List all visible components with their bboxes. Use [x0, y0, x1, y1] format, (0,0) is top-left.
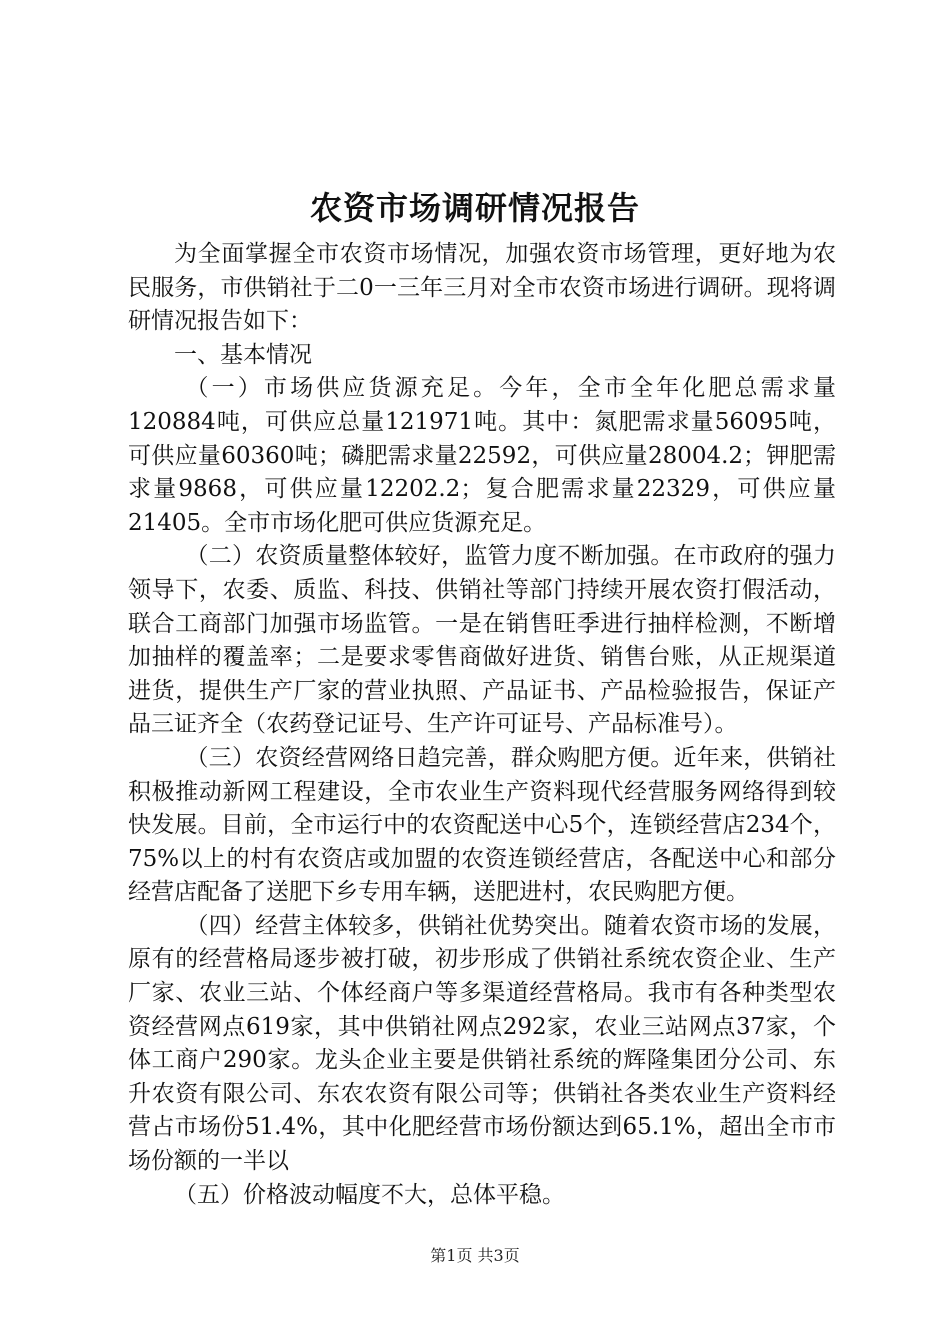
document-title: 农资市场调研情况报告 [309, 189, 640, 227]
paragraph-price: （五）价格波动幅度不大，总体平稳。 [174, 1181, 565, 1208]
paragraph-supply: （一）市场供应货源充足。今年，全市全年化肥总需求量120884吨，可供应总量121971吨。其中：氮肥需求量56095吨，可供应量60360吨；磷肥需求量22592，可供应量28004.2；钾肥需求量9868，可供应量12202.2；复合肥需求量22329，可供应量21405。全市市场化肥可供应货源充足。 [128, 375, 836, 536]
paragraph-quality: （二）农资质量整体较好，监管力度不断加强。在市政府的强力领导下，农委、质监、科技、供销社等部门持续开展农资打假活动，联合工商部门加强市场监管。一是在销售旺季进行抽样检测，不断增加抽样的覆盖率；二是要求零售商做好进货、销售台账，从正规渠道进货，提供生产厂家的营业执照、产品证书、产品检验报告，保证产品三证齐全（农药登记证号、生产许可证号、产品标准号）。 [128, 543, 836, 738]
intro-paragraph: 为全面掌握全市农资市场情况，加强农资市场管理，更好地为农民服务，市供销社于二0一三年三月对全市农资市场进行调研。现将调研情况报告如下： [128, 241, 836, 335]
section-heading-basic-situation: 一、基本情况 [174, 341, 312, 368]
document-body [128, 238, 836, 1212]
paragraph-network: （三）农资经营网络日趋完善，群众购肥方便。近年来，供销社积极推动新网工程建设，全市农业生产资料现代经营服务网络得到较快发展。目前，全市运行中的农资配送中心5个，连锁经营店234个，75%以上的村有农资店或加盟的农资连锁经营店，各配送中心和部分经营店配备了送肥下乡专用车辆，送肥进村，农民购肥方便。 [128, 744, 836, 906]
paragraph-operators: （四）经营主体较多，供销社优势突出。随着农资市场的发展，原有的经营格局逐步被打破，初步形成了供销社系统农资企业、生产厂家、农业三站、个体经商户等多渠道经营格局。我市有各种类型农资经营网点619家，其中供销社网点292家，农业三站网点37家，个体工商户290家。龙头企业主要是供销社系统的辉隆集团分公司、东升农资有限公司、东农农资有限公司等；供销社各类农业生产资料经营占市场份51.4%，其中化肥经营市场份额达到65.1%，超出全市市场份额的一半以 [128, 912, 836, 1175]
page-footer: 第1页 共3页 [430, 1246, 520, 1265]
